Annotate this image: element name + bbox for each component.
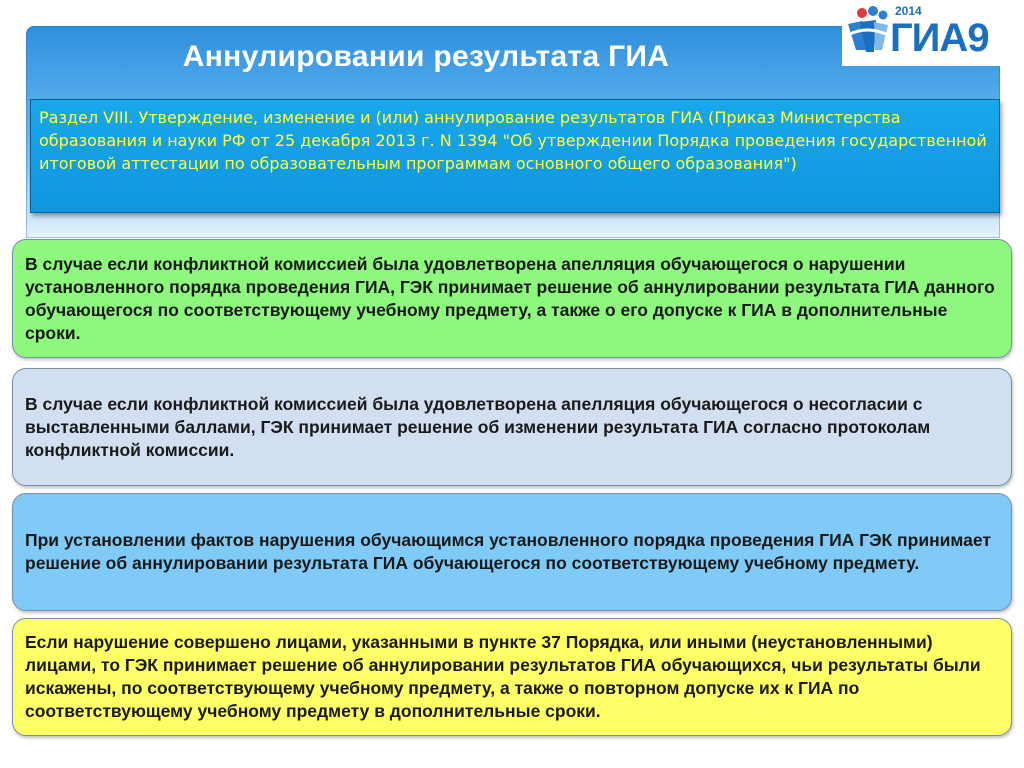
logo [842,0,1024,66]
page-title: Аннулировании результата ГИА [182,40,670,73]
section-subtitle: Раздел VIII. Утверждение, изменение и (или) аннулирование результатов ГИА (Приказ Министерства образования и науки РФ от 25 декабря 2013 г. N 1394 "Об утверждении Порядка проведения государственной итоговой аттестации по образовательным программам основного общего образования") [39,108,987,173]
section-subtitle-box [30,99,1000,213]
info-box-appeal-procedure [12,239,1012,358]
info-box-appeal-scores [12,368,1012,486]
info-box-text: В случае если конфликтной комиссией была удовлетворена апелляция обучающегося о нарушении установленного порядка проведения ГИА, ГЭК принимает решение об аннулировании результата ГИА данного обучающегося по соответствующему учебному предмету, а также о его допуске к ГИА в дополнительные сроки. [25,253,995,343]
logo-text: ГИА9 [890,16,989,60]
info-box-violation-facts [12,493,1012,611]
info-box-text: В случае если конфликтной комиссией была удовлетворена апелляция обучающегося о несогласии с выставленными баллами, ГЭК принимает решение об изменении результата ГИА согласно протоколам конфликтной комиссии. [25,393,931,460]
info-box-text: Если нарушение совершено лицами, указанными в пункте 37 Порядка, или иными (неустановленными) лицами, то ГЭК принимает решение об аннулировании результатов ГИА обучающихся, чьи результаты были искажены, по соответствующему учебному предмету, а также о повторном допуске их к ГИА по соответствующему учебному предмету в дополнительные сроки. [25,632,981,721]
info-box-third-party-violation [12,618,1012,736]
people-emblem-icon [842,0,892,64]
logo-year: 2014 [895,4,922,18]
info-box-text: При установлении фактов нарушения обучающимся установленного порядка проведения ГИА ГЭК принимает решение об аннулировании результата ГИА обучающегося по соответствующему учебному предмету. [25,530,991,573]
